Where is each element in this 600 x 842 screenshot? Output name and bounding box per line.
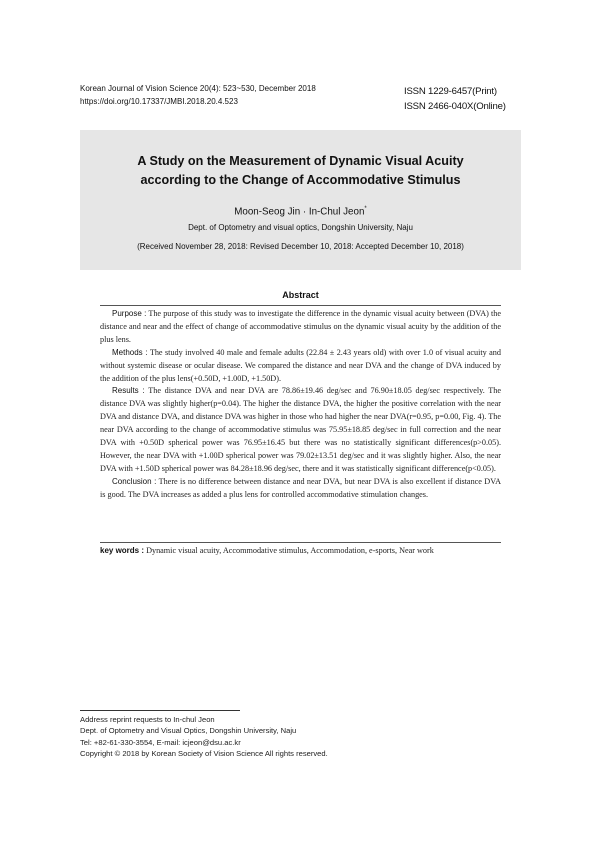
keywords-label: key words : [100, 546, 145, 555]
abstract-heading: Abstract [282, 290, 319, 300]
purpose-paragraph [100, 308, 501, 347]
reprint-affiliation: Dept. of Optometry and Visual Optics, Dongshin University, Naju [80, 726, 297, 736]
reprint-request: Address reprint requests to In-chul Jeon [80, 715, 215, 724]
author-names: Moon-Seog Jin · In-Chul Jeon [234, 206, 365, 218]
title-box [80, 130, 521, 270]
received-dates: (Received November 28, 2018: Revised December 10, 2018: Accepted December 10, 2018) [137, 242, 464, 251]
issn-online: ISSN 2466-040X(Online) [404, 101, 506, 112]
results-label: Results : [112, 386, 145, 396]
methods-paragraph [100, 347, 501, 386]
paper-title-line2: according to the Change of Accommodative Stimulus [140, 173, 461, 187]
conclusion-text: There is no difference between distance and near DVA, but near DVA is also excellent if distance DVA is good. The DVA increases as added a plus lens for controlled accommodative stimulation changes. [100, 476, 501, 499]
methods-text: The study involved 40 male and female adults (22.84 ± 2.43 years old) with over 1.0 of visual acuity and without systemic disease or ocular disease. We compared the distance and near DVA and the change of DVA induced by the addition of the plus lens(+0.50D, +1.00D, +1.50D). [100, 347, 501, 383]
paper-title-line1: A Study on the Measurement of Dynamic Visual Acuity [137, 154, 464, 168]
results-paragraph [100, 385, 501, 475]
methods-label: Methods : [112, 347, 148, 357]
purpose-label: Purpose : [112, 309, 147, 318]
conclusion-paragraph [100, 476, 501, 502]
issn-print: ISSN 1229-6457(Print) [404, 86, 497, 97]
authors [80, 206, 521, 217]
abstract-bottom-rule [100, 542, 501, 543]
abstract-top-rule [100, 305, 501, 306]
footnote-rule [80, 710, 240, 711]
copyright-notice: Copyright © 2018 by Korean Society of Vision Science All rights reserved. [80, 749, 328, 759]
keywords [100, 546, 501, 555]
conclusion-label: Conclusion : [112, 476, 157, 486]
issn-block [404, 84, 506, 114]
journal-citation: Korean Journal of Vision Science 20(4): 523~530, December 2018 [80, 84, 316, 93]
keywords-text: Dynamic visual acuity, Accommodative stimulus, Accommodation, e-sports, Near work [144, 546, 434, 555]
purpose-text: The purpose of this study was to investigate the difference in the dynamic visual acuity between (DVA) the distance and near and the effect of change of accommodative stimulus on the dynamic visual acuity by the addition of the plus lens. [100, 309, 501, 344]
affiliation: Dept. of Optometry and visual optics, Dongshin University, Naju [188, 223, 413, 232]
footnote [80, 714, 328, 760]
contact-info: Tel: +82-61-330-3554, E-mail: icjeon@dsu.ac.kr [80, 737, 241, 747]
abstract-body [100, 308, 501, 502]
results-text: The distance DVA and near DVA are 78.86±19.46 deg/sec and 76.90±18.05 deg/sec respectively. The distance DVA was slightly higher(p=0.04). The higher the distance DVA, the higher the positive correlation with the near DVA and distance DVA, and distance DVA was higher in those who had higher the near DVA(r=0.95, p=0.00, Fig. 4). The near DVA according to the change of accommodative stimulus was 75.95±18.85 deg/sec in full correction and the near DVA with +0.50D spherical power was 76.95±16.45 but there was no statistically significant differences(p>0.05). However, the near DVA with +1.00D spherical power was 79.02±13.51 deg/sec and it was slightly higher. Also, the near DVA with +1.50D spherical power was 84.28±18.96 deg/sec, there and it was statistically significant difference(p<0.05). [100, 386, 502, 473]
corresponding-author-mark: * [364, 206, 367, 212]
doi-link[interactable]: https://doi.org/10.17337/JMBI.2018.20.4.523 [80, 97, 238, 106]
journal-header [80, 82, 316, 108]
